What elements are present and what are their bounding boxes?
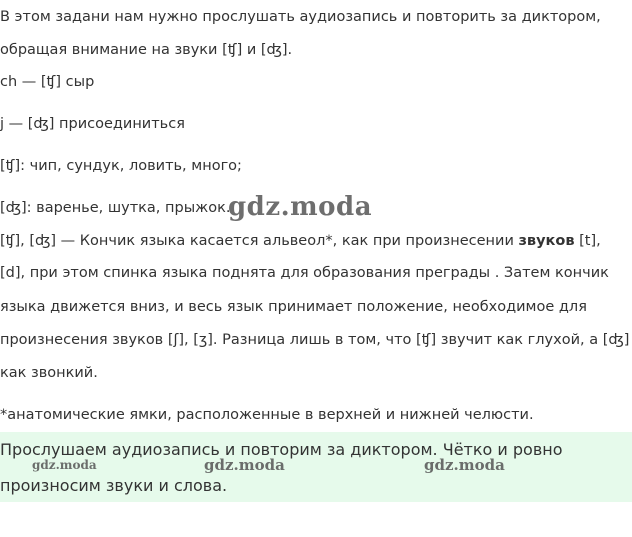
callout-line-1: Прослушаем аудиозапись и повторим за диктором. Чётко и ровно bbox=[0, 440, 563, 459]
footnote: *анатомические ямки, расположенные в верхней и нижней челюсти. bbox=[0, 407, 534, 423]
description-line-1-text: [ʧ], [ʤ] — Кончик языка касается альвеол*, как при произнесении bbox=[0, 233, 519, 249]
watermark-small-2: gdz.moda bbox=[204, 456, 285, 474]
description-line-4: произнесения звуков [ʃ], [ʒ]. Разница лишь в том, что [ʧ] звучит как глухой, а [ʤ] bbox=[0, 332, 630, 348]
description-line-3: языка движется вниз, и весь язык принимает положение, необходимое для bbox=[0, 299, 587, 315]
callout-line-2: произносим звуки и слова. bbox=[0, 476, 228, 495]
intro-line-1: В этом задани нам нужно прослушать аудиозапись и повторить за диктором, bbox=[0, 9, 601, 25]
watermark-logo: gdz.moda bbox=[228, 192, 373, 222]
intro-line-2: обращая внимание на звуки [ʧ] и [ʤ]. bbox=[0, 42, 293, 58]
description-line-2: [d], при этом спинка языка поднята для образования преграды . Затем кончик bbox=[0, 265, 609, 281]
watermark-small-3: gdz.moda bbox=[424, 456, 505, 474]
ch-rule: ch — [ʧ] сыр bbox=[0, 74, 95, 90]
description-line-5: как звонкий. bbox=[0, 365, 98, 381]
description-line-1-end: [t], bbox=[574, 233, 601, 249]
ch-examples: [ʧ]: чип, сундук, ловить, много; bbox=[0, 158, 242, 174]
j-examples: [ʤ]: варенье, шутка, прыжок. bbox=[0, 200, 231, 216]
description-bold-word: звуков bbox=[518, 233, 575, 249]
j-rule: j — [ʤ] присоединиться bbox=[0, 116, 185, 132]
description-line-1 bbox=[0, 225, 601, 258]
watermark-small-1: gdz.moda bbox=[32, 458, 97, 472]
